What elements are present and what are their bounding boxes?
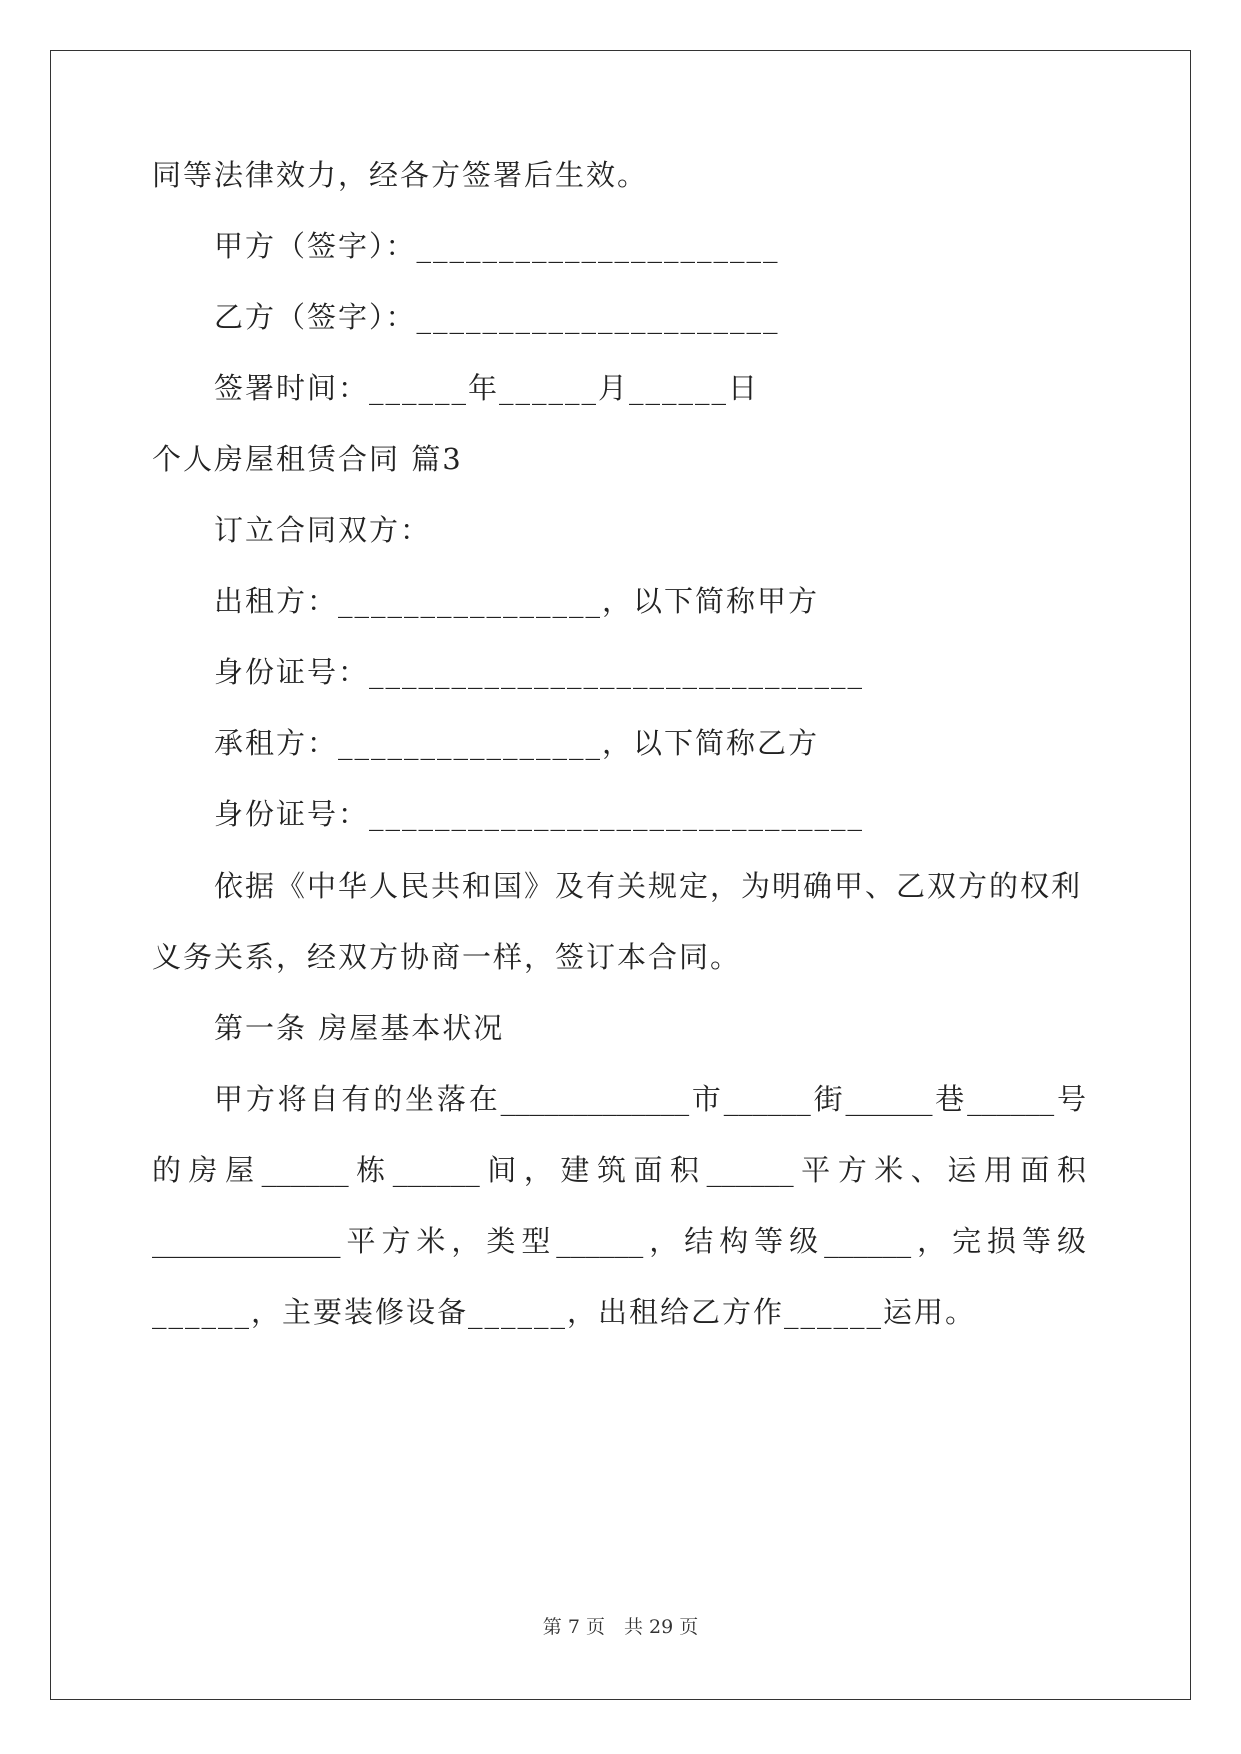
article-1-line-3: _____________平方米，类型______，结构等级______，完损等级	[152, 1224, 1086, 1258]
lessee-line: 承租方：________________，以下简称乙方	[214, 726, 820, 760]
preamble-line-1: 依据《中华人民共和国》及有关规定，为明确甲、乙双方的权利	[214, 869, 1083, 903]
signing-date-line: 签署时间：______年______月______日	[214, 371, 760, 405]
text-line-continuation: 同等法律效力，经各方签署后生效。	[152, 158, 649, 192]
article-1-line-4: ______，主要装修设备______，出租给乙方作______运用。	[152, 1295, 977, 1329]
article-1-line-2: 的房屋______栋______间，建筑面积______平方米、运用面积	[152, 1153, 1086, 1187]
article-1-line-1: 甲方将自有的坐落在_____________市______街______巷______号	[214, 1082, 1086, 1116]
lessor-id-line: 身份证号：______________________________	[214, 655, 865, 689]
preamble-line-2: 义务关系，经双方协商一样，签订本合同。	[152, 940, 742, 974]
article-1-heading: 第一条 房屋基本状况	[214, 1011, 505, 1045]
lessor-line: 出租方：________________，以下简称甲方	[214, 584, 820, 618]
lessee-id-line: 身份证号：______________________________	[214, 797, 865, 831]
party-b-signature-line: 乙方（签字）：______________________	[214, 300, 780, 334]
party-a-signature-line: 甲方（签字）：______________________	[214, 229, 780, 263]
page-number-footer: 第 7 页 共 29 页	[542, 1616, 699, 1638]
contract-parties-label: 订立合同双方：	[214, 513, 432, 547]
section-heading: 个人房屋租赁合同 篇3	[152, 442, 463, 476]
